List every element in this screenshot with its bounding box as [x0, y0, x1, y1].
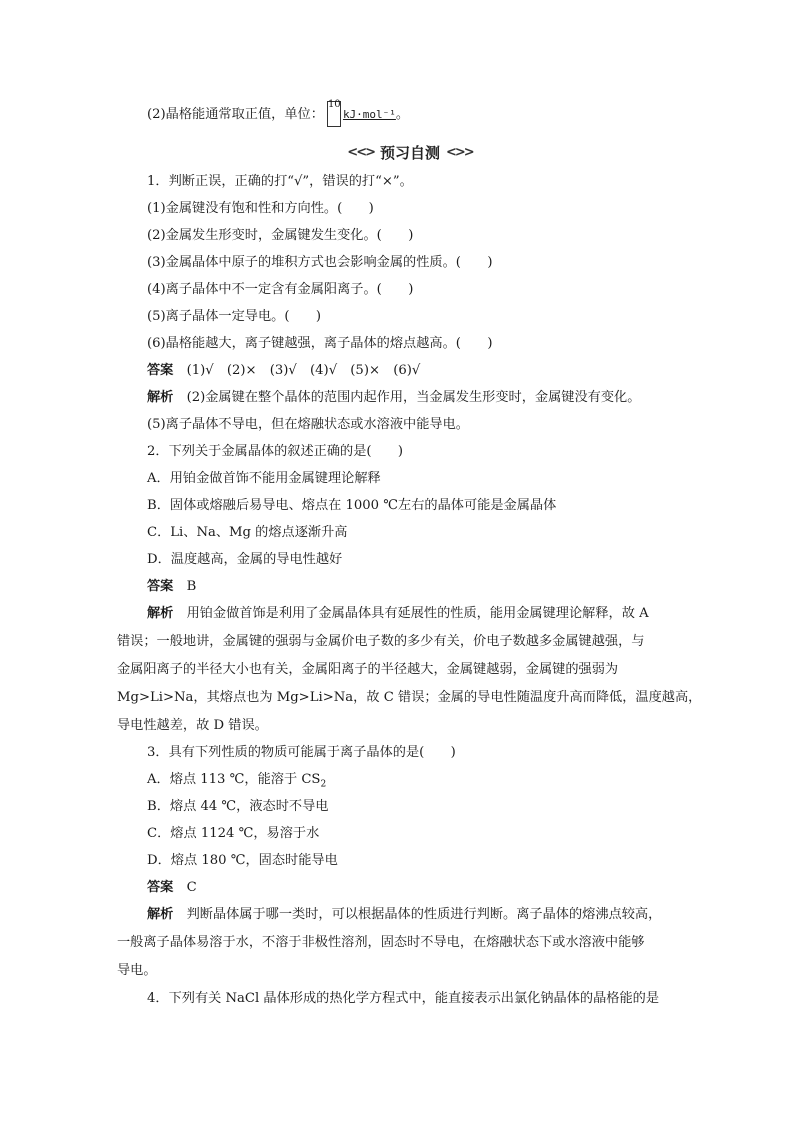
analysis-text: (2)金属键在整个晶体的范围内起作用，当金属发生形变时，金属键没有变化。: [186, 390, 641, 405]
q4-stem: 4．下列有关 NaCl 晶体形成的热化学方程式中，能直接表示出氯化钠晶体的晶格能的是: [147, 991, 660, 1006]
q2-stem: 2．下列关于金属晶体的叙述正确的是( ): [147, 444, 404, 459]
title-deco-right-icon: <>>: [446, 144, 473, 160]
q2-option-a: A．用铂金做首饰不能用金属键理论解释: [147, 471, 381, 486]
answer-text: (1)√ (2)× (3)√ (4)√ (5)× (6)√: [186, 363, 421, 378]
q2-analysis-line: 错误；一般地讲，金属键的强弱与金属价电子数的多少有关，价电子数越多金属键越强，与: [117, 634, 645, 649]
title-deco-left-icon: <<>: [347, 144, 374, 160]
q3-stem: 3．具有下列性质的物质可能属于离子晶体的是( ): [147, 745, 456, 760]
q3-analysis-line: 导电。: [117, 963, 157, 978]
q3-option-b: B．熔点 44 ℃，液态时不导电: [147, 799, 329, 814]
analysis-label: 解析: [147, 907, 174, 922]
q3-analysis-line: 一般离子晶体易溶于水，不溶于非极性溶剂，固态时不导电，在熔融状态下或水溶液中能够: [117, 935, 645, 950]
answer-label: 答案: [147, 363, 174, 378]
q1-analysis-line: (5)离子晶体不导电，但在熔融状态或水溶液中能导电。: [147, 417, 469, 432]
q2-option-d: D．温度越高，金属的导电性越好: [147, 552, 343, 567]
q2-analysis-line: 金属阳离子的半径大小也有关，金属阳离子的半径越大，金属键越弱，金属键的强弱为: [117, 662, 619, 677]
lattice-energy-unit-line: [147, 101, 409, 127]
q1-item: (6)晶格能越大，离子键越强，离子晶体的熔点越高。( ): [147, 336, 493, 351]
q3-answer: [147, 878, 197, 898]
q3-option-d: D．熔点 180 ℃，固态时能导电: [147, 853, 338, 868]
answer-text: B: [186, 579, 197, 594]
q3-analysis: [147, 905, 661, 925]
q2-analysis-line: Mg>Li>Na，其熔点也为 Mg>Li>Na，故 C 错误；金属的导电性随温度升高而降低，温度越高，: [117, 690, 702, 705]
q1-answer: [147, 361, 420, 381]
q2-option-b: B．固体或熔融后易导电、熔点在 1000 ℃左右的晶体可能是金属晶体: [147, 498, 557, 513]
analysis-label: 解析: [147, 606, 174, 621]
unit-value: kJ·mol⁻¹: [342, 108, 396, 121]
q1-stem: 1．判断正误，正确的打“√”，错误的打“×”。: [147, 174, 413, 189]
q1-item: (4)离子晶体中不一定含有金属阳离子。( ): [147, 282, 414, 297]
answer-label: 答案: [147, 579, 174, 594]
answer-label: 答案: [147, 880, 174, 895]
q3-option-a-text: A．熔点 113 ℃，能溶于 CS: [147, 772, 321, 787]
analysis-text: 用铂金做首饰是利用了金属晶体具有延展性的性质，能用金属键理论解释，故 A: [186, 606, 649, 621]
q3-option-c: C．熔点 1124 ℃，易溶于水: [147, 826, 320, 841]
q1-item: (5)离子晶体一定导电。( ): [147, 309, 322, 324]
analysis-label: 解析: [147, 390, 174, 405]
q3-option-a: [147, 770, 326, 795]
unit-line-end: 。: [395, 107, 410, 122]
q2-option-c: C．Li、Na、Mg 的熔点逐渐升高: [147, 525, 348, 540]
q1-item: (3)金属晶体中原子的堆积方式也会影响金属的性质。( ): [147, 255, 493, 270]
q2-analysis-line: 导电性越差，故 D 错误。: [117, 718, 268, 733]
answer-blank-box: [327, 101, 341, 127]
q1-item: (2)金属发生形变时，金属键发生变化。( ): [147, 228, 414, 243]
q3-option-a-subscript: 2: [320, 779, 327, 790]
analysis-text: 判断晶体属于哪一类时，可以根据晶体的性质进行判断。离子晶体的熔沸点较高，: [186, 907, 662, 922]
q1-item: (1)金属键没有饱和性和方向性。( ): [147, 201, 374, 216]
section-title-text: 预习自测: [379, 143, 440, 162]
answer-text: C: [186, 880, 197, 895]
blank-number: 10: [327, 99, 341, 110]
q2-analysis: [147, 604, 649, 624]
unit-line-prefix: (2)晶格能通常取正值，单位：: [147, 107, 324, 122]
section-title: [345, 141, 475, 163]
q2-answer: [147, 577, 196, 597]
q1-analysis: [147, 388, 640, 408]
